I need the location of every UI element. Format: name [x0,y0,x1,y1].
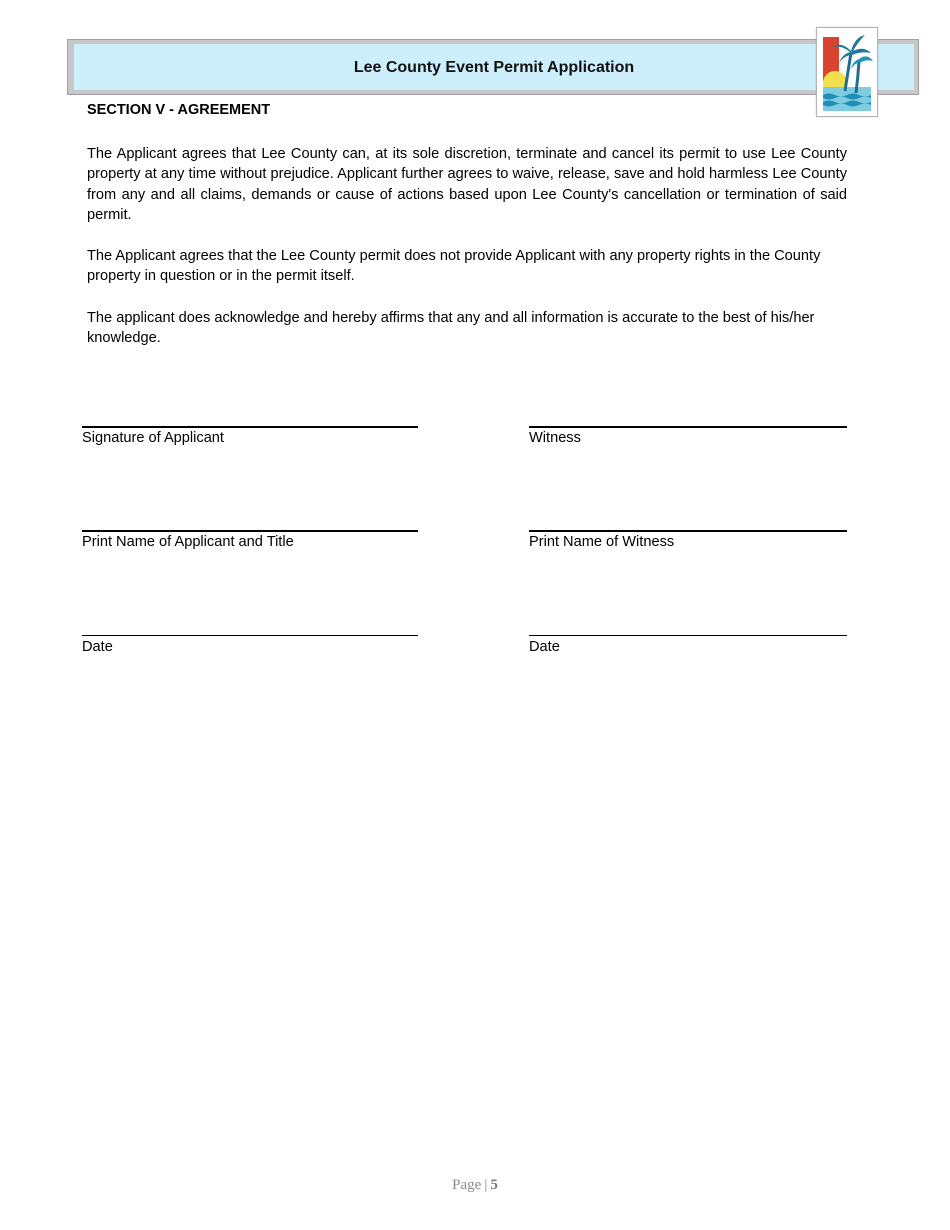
witness-date-line[interactable] [529,635,847,636]
applicant-signature-line[interactable] [82,426,418,428]
palm-tree-icon [821,31,873,113]
page-label: Page [452,1177,482,1193]
witness-date-label: Date [529,639,560,655]
agreement-paragraph-property-rights: The Applicant agrees that the Lee County permit does not provide Applicant with any property rights in the County property in question or in the permit itself. [87,248,821,285]
agreement-paragraph-affirmation: The applicant does acknowledge and hereby affirms that any and all information is accurate to the best of his/her knowledge. [87,310,815,347]
page-separator: | [484,1177,488,1193]
applicant-print-name-line[interactable] [82,530,418,532]
page-number: 5 [490,1177,498,1193]
agreement-paragraph-termination: The Applicant agrees that Lee County can, at its sole discretion, terminate and cancel its permit to use Lee County property at any time without prejudice. Applicant further agrees to waive, release, save and hold harmless Lee County from any and all claims, demands or cause of actions based upon Lee County's cancellation or termination of said permit. [87,146,847,224]
applicant-date-line[interactable] [82,635,418,636]
witness-print-name-label: Print Name of Witness [529,534,675,550]
applicant-signature-label: Signature of Applicant [82,430,224,446]
county-logo [816,27,878,117]
section-heading: SECTION V - AGREEMENT [87,102,271,118]
witness-signature-label: Witness [529,430,581,446]
witness-signature-line[interactable] [529,426,847,428]
page-title: Lee County Event Permit Application [353,59,635,76]
witness-print-name-line[interactable] [529,530,847,532]
applicant-date-label: Date [82,639,113,655]
page-footer [0,1177,950,1194]
applicant-print-name-label: Print Name of Applicant and Title [82,534,294,550]
